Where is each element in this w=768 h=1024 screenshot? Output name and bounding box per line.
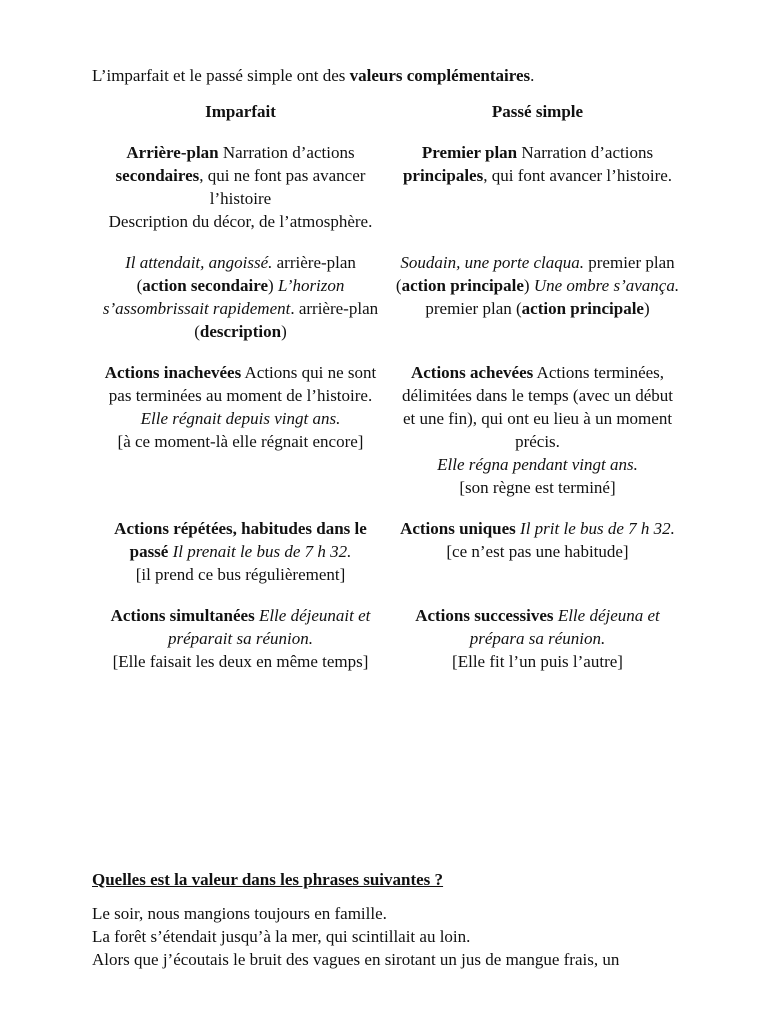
text-fragment: Actions simultanées xyxy=(110,606,255,625)
text-fragment: Actions répétées, habitudes dans le passé xyxy=(114,519,367,561)
text-fragment: . xyxy=(530,66,535,85)
text-fragment: arrière-plan ( xyxy=(136,253,356,295)
text-fragment: ) xyxy=(268,276,278,295)
text-fragment: , qui ne font pas avancer l’histoire xyxy=(199,166,366,208)
text-fragment: valeurs complémentaires xyxy=(349,66,531,85)
text-fragment: principales xyxy=(402,166,484,185)
text-fragment: Actions achevées xyxy=(410,363,534,382)
table-row-achevement xyxy=(92,361,686,499)
text-fragment: [Elle faisait les deux en même temps] xyxy=(112,652,369,671)
text-fragment: Elle régna pendant vingt ans. xyxy=(437,455,638,474)
text-fragment: Actions successives xyxy=(415,606,554,625)
text-fragment: Narration d’actions xyxy=(218,143,355,162)
cell-passe-simple xyxy=(389,251,686,343)
cell-passe-simple xyxy=(389,141,686,233)
text-fragment: Arrière-plan xyxy=(126,143,219,162)
text-fragment: Il prit le bus de 7 h 32. xyxy=(520,519,675,538)
text-fragment: L’imparfait et le passé simple ont des xyxy=(92,66,350,85)
text-fragment: Description du décor, de l’atmosphère. xyxy=(108,212,373,231)
sentence-line: La forêt s’étendait jusqu’à la mer, qui scintillait au loin. xyxy=(92,927,471,946)
table-row-plans xyxy=(92,141,686,233)
text-fragment: action principale xyxy=(401,276,524,295)
cell-passe-simple xyxy=(389,361,686,499)
text-fragment: action secondaire xyxy=(142,276,269,295)
exercise-title: Quelles est la valeur dans les phrases suivantes ? xyxy=(92,870,444,889)
text-fragment: ) xyxy=(643,299,650,318)
text-fragment: [il prend ce bus régulièrement] xyxy=(135,565,346,584)
text-fragment: Soudain, une porte claqua. xyxy=(400,253,585,272)
text-fragment: premier plan ( xyxy=(395,253,675,295)
table-header-row xyxy=(92,100,686,123)
text-fragment: [ce n’est pas une habitude] xyxy=(446,542,629,561)
text-fragment: Actions uniques xyxy=(400,519,516,538)
text-fragment: ) xyxy=(523,276,534,295)
text-fragment: L’horizon s’assombrissait rapidement xyxy=(102,276,345,318)
text-fragment: Actions inachevées xyxy=(104,363,242,382)
text-fragment: secondaires xyxy=(115,166,200,185)
text-fragment: [à ce moment-là elle régnait encore] xyxy=(117,432,364,451)
text-fragment: Il prenait le bus de 7 h 32. xyxy=(172,542,352,561)
text-fragment: ) xyxy=(281,322,287,341)
cell-imparfait xyxy=(92,361,389,499)
text-fragment: Il attendait, angoissé. xyxy=(125,253,273,272)
cell-passe-simple xyxy=(389,604,686,673)
cell-imparfait xyxy=(92,517,389,586)
table-row-examples xyxy=(92,251,686,343)
text-fragment: Elle régnait depuis vingt ans. xyxy=(140,409,341,428)
text-fragment: action principale xyxy=(521,299,644,318)
header-passe-simple: Passé simple xyxy=(491,102,584,121)
cell-imparfait xyxy=(92,604,389,673)
text-fragment: Elle déjeunait et préparait sa réunion. xyxy=(168,606,371,648)
sentence-line: Alors que j’écoutais le bruit des vagues en sirotant un jus de mangue frais, un xyxy=(92,950,620,969)
text-fragment: Elle déjeuna et prépara sa réunion. xyxy=(469,606,660,648)
cell-imparfait xyxy=(92,141,389,233)
header-imparfait: Imparfait xyxy=(205,102,276,121)
text-fragment: [Elle fit l’un puis l’autre] xyxy=(452,652,623,671)
text-fragment: Actions qui ne sont pas terminées au moment de l’histoire. xyxy=(108,363,377,405)
intro-sentence xyxy=(92,66,534,86)
text-fragment: . arrière-plan ( xyxy=(194,299,379,341)
table-row-repetition xyxy=(92,517,686,586)
sentence-line: Le soir, nous mangions toujours en famille. xyxy=(92,904,387,923)
text-fragment: premier plan ( xyxy=(425,299,522,318)
text-fragment: description xyxy=(199,322,282,341)
cell-passe-simple xyxy=(389,517,686,586)
text-fragment: Actions terminées, délimitées dans le temps (avec un début et une fin), qui ont eu lieu à un moment précis. xyxy=(402,363,673,451)
text-fragment: , qui font avancer l’histoire. xyxy=(483,166,673,185)
exercise-sentences xyxy=(92,902,732,971)
text-fragment: Narration d’actions xyxy=(517,143,654,162)
text-fragment: [son règne est terminé] xyxy=(459,478,616,497)
text-fragment: Une ombre s’avança. xyxy=(533,276,680,295)
table-row-simultaneite xyxy=(92,604,686,673)
text-fragment: Premier plan xyxy=(421,143,518,162)
comparison-table xyxy=(92,100,686,673)
cell-imparfait xyxy=(92,251,389,343)
